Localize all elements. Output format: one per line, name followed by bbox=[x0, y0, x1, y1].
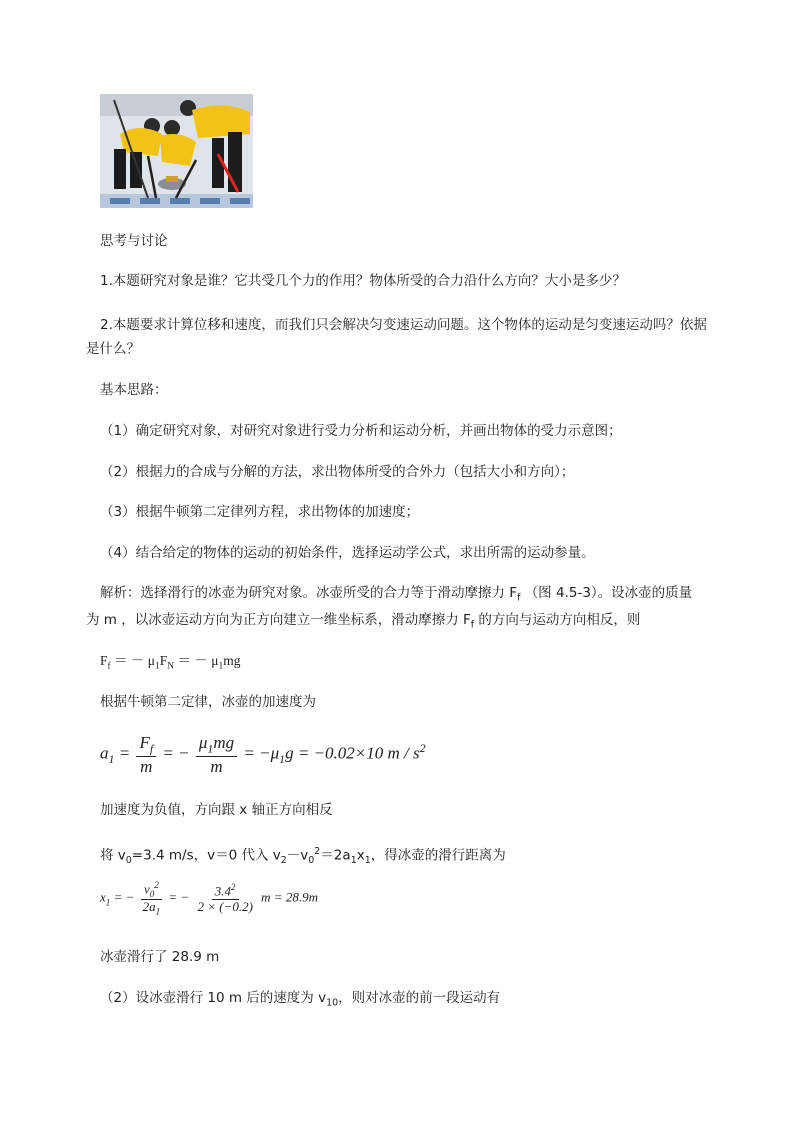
subscript: f bbox=[517, 592, 521, 604]
question-1: 1.本题研究对象是谁？它共受几个力的作用？物体所受的合力沿什么方向？大小是多少？ bbox=[100, 273, 626, 289]
subscript: f bbox=[107, 661, 111, 672]
subscript: N bbox=[167, 661, 175, 672]
fraction bbox=[194, 882, 255, 915]
superscript: 2 bbox=[314, 846, 321, 857]
subscript: 1 bbox=[279, 752, 286, 767]
friction-equation bbox=[100, 651, 240, 677]
step-3: （3）根据牛顿第二定律列方程，求出物体的加速度； bbox=[100, 504, 420, 520]
eq-symbol: m bbox=[140, 757, 153, 777]
eq-symbol: mg bbox=[223, 653, 241, 668]
analysis-line-2 bbox=[86, 610, 640, 636]
superscript: 2 bbox=[231, 882, 236, 893]
fraction bbox=[136, 733, 156, 777]
subscript: 0 bbox=[149, 888, 155, 899]
subscript: 1 bbox=[218, 661, 224, 672]
eq-symbol: 2a bbox=[142, 899, 156, 915]
eq-symbol: F bbox=[139, 733, 150, 752]
analysis-line-1 bbox=[100, 583, 692, 609]
fraction bbox=[196, 733, 237, 777]
section-heading: 思考与讨论 bbox=[100, 233, 168, 249]
question-2-line2: 是什么？ bbox=[86, 341, 140, 357]
subscript: 1 bbox=[207, 741, 214, 756]
subscript: 1 bbox=[155, 661, 160, 672]
text: （2）设冰壶滑行 10 m 后的速度为 v bbox=[100, 990, 327, 1006]
subscript: 1 bbox=[350, 855, 357, 867]
substitute-line bbox=[100, 842, 506, 871]
eq-symbol: ＝ － μ bbox=[114, 653, 156, 668]
newton-text: 根据牛顿第二定律，冰壶的加速度为 bbox=[100, 694, 316, 710]
eq-symbol: m = 28.9m bbox=[261, 889, 318, 905]
eq-symbol: μ bbox=[198, 733, 208, 752]
part-2-line bbox=[100, 988, 500, 1014]
eq-symbol: F bbox=[100, 653, 108, 668]
eq-symbol: F bbox=[159, 653, 168, 668]
step-4: （4）结合给定的物体的运动的初始条件，选择运动学公式，求出所需的运动参量。 bbox=[100, 545, 595, 561]
eq-symbol: x bbox=[100, 889, 106, 905]
negative-note: 加速度为负值，方向跟 x 轴正方向相反 bbox=[100, 802, 333, 818]
text: ，得冰壶的滑行距离为 bbox=[370, 847, 506, 864]
analysis-line-2-tail: 的方向与运动方向相反，则 bbox=[478, 612, 641, 628]
text: ，则对冰壶的前一段运动有 bbox=[338, 990, 501, 1006]
subscript: 0 bbox=[308, 855, 315, 867]
ideas-title: 基本思路： bbox=[100, 382, 168, 398]
superscript: 2 bbox=[154, 880, 159, 890]
subscript: f bbox=[470, 619, 475, 631]
curling-photo bbox=[100, 94, 253, 208]
eq-symbol: 2 × (−0.2) bbox=[197, 899, 253, 915]
subscript: 10 bbox=[326, 997, 339, 1009]
step-2: （2）根据力的合成与分解的方法，求出物体所受的合外力（包括大小和方向）； bbox=[100, 464, 575, 480]
subscript: 1 bbox=[155, 906, 161, 917]
text: －v bbox=[286, 847, 309, 864]
eq-symbol: g = −0.02×10 bbox=[285, 743, 384, 763]
question-2-line1: 2.本题要求计算位移和速度，而我们只会解决匀变速运动问题。这个物体的运动是匀变速运动吗？依据 bbox=[100, 317, 707, 333]
eq-symbol: m bbox=[210, 757, 223, 777]
eq-symbol: ＝ － μ bbox=[177, 653, 219, 668]
analysis-line-1-text: 解析：选择滑行的冰壶为研究对象。冰壶所受的合力等于滑动摩擦力 F bbox=[100, 585, 518, 601]
distance-equation: $x_1$ = − $\frac{v_0^2}{2a_1}$ = − $\frac{3.4^2}{2 \times (-0.2)}$ m = 28.9m bbox=[100, 880, 318, 917]
fraction bbox=[140, 880, 164, 917]
eq-symbol: v bbox=[143, 881, 150, 897]
analysis-line-2-text: 为 m ，以冰壶运动方向为正方向建立一维坐标系，滑动摩擦力 F bbox=[86, 612, 471, 628]
eq-symbol: m / s bbox=[387, 743, 420, 763]
acceleration-equation: $a_1$ = $\frac{F_f}{m}$ = − $\frac{\mu_1mg}{m}$ = $-\mu_1g = -0.02\times 10$ m / $s^2$ bbox=[100, 733, 426, 777]
analysis-line-1-tail: （图 4.5-3）。设冰壶的质量 bbox=[524, 585, 693, 601]
text: x bbox=[356, 847, 365, 864]
eq-symbol: a bbox=[100, 743, 109, 763]
text: ＝2a bbox=[320, 847, 351, 864]
step-1: （1）确定研究对象，对研究对象进行受力分析和运动分析，并画出物体的受力示意图； bbox=[100, 423, 622, 439]
result-line: 冰壶滑行了 28.9 m bbox=[100, 949, 220, 965]
text: 将 v bbox=[100, 847, 126, 864]
eq-symbol: 3.4 bbox=[214, 883, 232, 899]
subscript: 1 bbox=[108, 752, 115, 767]
subscript: 1 bbox=[105, 897, 111, 908]
superscript: 2 bbox=[419, 741, 426, 756]
eq-symbol: = −μ bbox=[243, 743, 280, 763]
subscript: 2 bbox=[280, 855, 287, 867]
subscript: f bbox=[149, 741, 154, 756]
subscript: 1 bbox=[364, 855, 371, 867]
eq-symbol: mg bbox=[213, 733, 235, 752]
text: =3.4 m/s，v＝0 代入 v bbox=[131, 847, 281, 864]
subscript: 0 bbox=[125, 855, 132, 867]
